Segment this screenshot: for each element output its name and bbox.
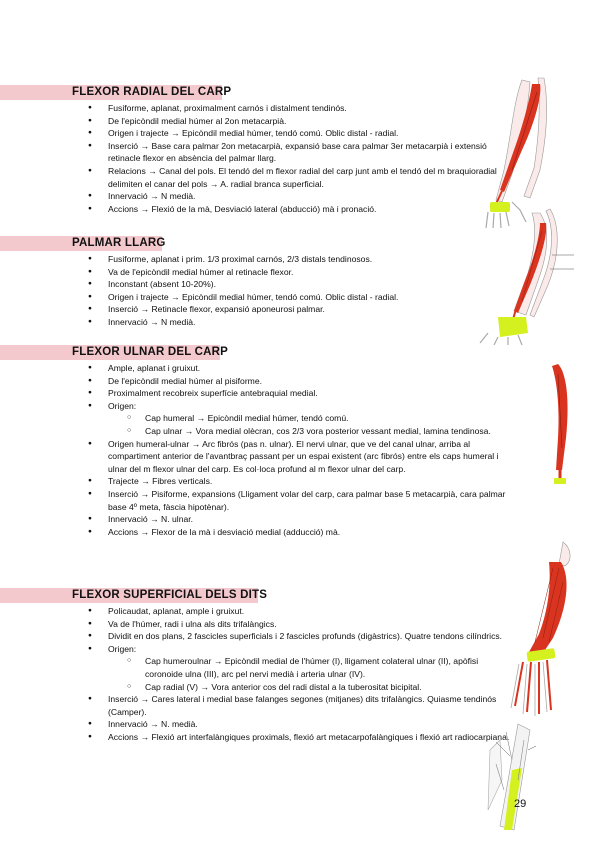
bullet-list <box>0 102 520 215</box>
section-title: FLEXOR SUPERFICIAL DELS DITS <box>72 589 268 601</box>
list-item: ● Inserció → Pisiforme, expansions (Lligament volar del carp, cara palmar base 5 metacarpià, cara palmar base 4º meta, fàscia hipotènar). <box>0 488 518 513</box>
section-flexor-radial-del-carp <box>0 85 520 215</box>
section-header <box>0 236 520 253</box>
list-item: ● Policaudat, aplanat, ample i gruixut. <box>0 605 518 618</box>
list-item: ● De l'epicòndil medial húmer al 2on metacarpià. <box>0 115 518 128</box>
section-header <box>0 588 520 605</box>
list-item: ● Inserció → Cares lateral i medial base falanges segones (mitjanes) dits trifalàngics. Quiasme tendinós (Camper). <box>0 693 518 718</box>
list-item: ● Inconstant (absent 10-20%). <box>0 278 518 291</box>
list-item: ● Dividit en dos plans, 2 fascicles superficials i 2 fascicles profunds (digàstrics). Quatre tendons cilíndrics. <box>0 630 518 643</box>
list-item: ● De l'epicòndil medial húmer al pisiforme. <box>0 375 518 388</box>
list-item: ● Origen: <box>0 400 518 413</box>
bullet-list <box>0 605 520 744</box>
page-number: 29 <box>514 798 527 810</box>
list-item: ● Va de l'húmer, radi i ulna als dits trifalàngics. <box>0 618 518 631</box>
list-item: ● Innervació → N. ulnar. <box>0 513 518 526</box>
list-item: ● Accions → Flexió de la mà, Desviació lateral (abducció) mà i pronació. <box>0 203 518 216</box>
list-item: ● Inserció → Retinacle flexor, expansió aponeurosi palmar. <box>0 303 518 316</box>
list-item: ● Relacions → Canal del pols. El tendó del m flexor radial del carp junt amb el tendó del m braquioradial delimiten el canar del pols → A. radial branca superficial. <box>0 165 518 190</box>
list-item: ● Origen: <box>0 643 518 656</box>
list-item: ● Ample, aplanat i gruixut. <box>0 362 518 375</box>
flexor-superficial-dits-illustration <box>505 538 590 718</box>
section-title: PALMAR LLARG <box>72 237 166 249</box>
list-item: ● Origen i trajecte → Epicòndil medial húmer, tendó comú. Oblic distal - radial. <box>0 127 518 140</box>
list-item: ● Proximalment recobreix superfície antebraquial medial. <box>0 387 518 400</box>
list-item: ● Va de l'epicòndil medial húmer al retinacle flexor. <box>0 266 518 279</box>
sub-list-item: ○ Cap humeral → Epicòndil medial húmer, tendó comú. <box>0 412 518 425</box>
list-item: ● Innervació → N medià. <box>0 316 518 329</box>
sub-list-item: ○ Cap humeroulnar → Epicòndil medial de l'húmer (I), lligament colateral ulnar (II), apòfisi coronoide ulna (III), arc pel nervi medià i arteria ulnar (IV). <box>0 655 518 680</box>
section-header <box>0 345 520 362</box>
sub-list-item: ○ Cap radial (V) → Vora anterior cos del radi distal a la tuberositat bicipital. <box>0 681 518 694</box>
section-header <box>0 85 520 102</box>
bullet-list <box>0 253 520 329</box>
list-item: ● Inserció → Base cara palmar 2on metacarpià, expansió base cara palmar 3er metacarpià i extensió retinacle flexor en absència del palmar llarg. <box>0 140 518 165</box>
section-title: FLEXOR ULNAR DEL CARP <box>72 346 229 358</box>
list-item: ● Trajecte → Fibres verticals. <box>0 475 518 488</box>
section-flexor-superficial-dels-dits <box>0 588 520 744</box>
list-item: ● Fusiforme, aplanat, proximalment carnós i distalment tendinós. <box>0 102 518 115</box>
section-flexor-ulnar-del-carp <box>0 345 520 538</box>
bullet-list <box>0 362 520 538</box>
list-item: ● Innervació → N. medià. <box>0 718 518 731</box>
forearm-deep-illustration <box>470 720 550 840</box>
list-item: ● Origen humeral-ulnar → Arc fibrós (pas n. ulnar). El nervi ulnar, que ve del canal ulnar, arriba al compartiment anterior de l'avantbraç passant per un espai existent (arc fibrós) entre els caps humeral i ulnar del m flexor ulnar del carp. Es col·loca profund al m flexor ulnar del carp. <box>0 438 518 476</box>
section-palmar-llarg <box>0 236 520 329</box>
sub-list-item: ○ Cap ulnar → Vora medial olècran, cos 2/3 vora posterior vessant medial, lamina tendinosa. <box>0 425 518 438</box>
list-item: ● Fusiforme, aplanat i prim. 1/3 proximal carnós, 2/3 distals tendinosos. <box>0 253 518 266</box>
list-item: ● Origen i trajecte → Epicòndil medial húmer, tendó comú. Oblic distal - radial. <box>0 291 518 304</box>
list-item: ● Accions → Flexor de la mà i desviació medial (adducció) mà. <box>0 526 518 539</box>
section-title: FLEXOR RADIAL DEL CARP <box>72 86 232 98</box>
palmar-llarg-illustration <box>470 205 590 345</box>
list-item: ● Accions → Flexió art interfalàngiques proximals, flexió art metacarpofalàngiques i flexió art radiocarpiana. <box>0 731 518 744</box>
list-item: ● Innervació → N medià. <box>0 190 518 203</box>
flexor-ulnar-carp-illustration <box>540 358 580 488</box>
